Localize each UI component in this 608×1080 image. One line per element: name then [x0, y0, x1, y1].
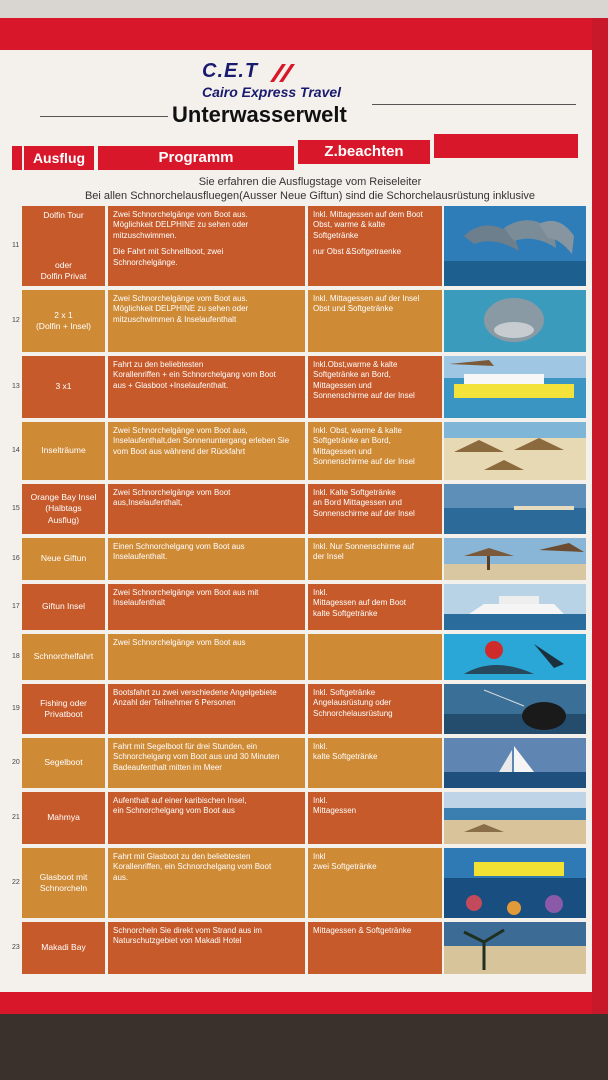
- table-row: [12, 422, 586, 480]
- row-number: 20: [12, 759, 20, 766]
- note-line: Softgetränke an Bord,: [313, 370, 391, 380]
- program-description: [108, 422, 305, 480]
- note-line: Inkl. Mittagessen auf der Insel: [313, 294, 420, 303]
- dolphin-head-photo: [444, 290, 586, 352]
- note-line: Schnorchelausrüstung: [313, 708, 393, 718]
- top-red-band: [0, 18, 608, 50]
- header-ausflug: Ausflug: [24, 146, 94, 170]
- table-row: [12, 356, 586, 418]
- note-line: Inkl. Obst, warme & kalte: [313, 426, 402, 435]
- notes-cell: [308, 848, 442, 918]
- note-line: Inkl. Mittagessen auf dem Boot: [313, 210, 423, 219]
- program-line: Zwei Schnorchelgänge vom Boot aus,: [113, 426, 248, 435]
- row-number: 18: [12, 653, 20, 660]
- program-line: Bootsfahrt zu zwei verschiedene Angelgebiete: [113, 688, 277, 697]
- note-line: Angelausrüstung oder: [313, 698, 392, 708]
- subtitle-line-1: Sie erfahren die Ausflugstage vom Reiseleiter: [198, 176, 422, 188]
- program-line: Schnorchelgang vom Boot aus und 30 Minuten: [113, 752, 280, 762]
- notes-cell: [308, 792, 442, 844]
- notes-cell: [308, 684, 442, 734]
- note-line: Obst, warme & kalte: [313, 220, 386, 230]
- note-line: Inkl.: [313, 796, 328, 805]
- note-line: Sonnenschirme auf der Insel: [313, 457, 415, 467]
- program-line: Zwei Schnorchelgänge vom Boot aus: [113, 638, 246, 647]
- island-sea-photo: [444, 484, 586, 534]
- note-line: Mittagessen und: [313, 446, 372, 456]
- logo-swoosh-icon: [268, 62, 298, 84]
- palm-beach-photo: [444, 922, 586, 974]
- program-description: [108, 634, 305, 680]
- program-line-alt: Die Fahrt mit Schnellboot, zwei: [113, 247, 224, 257]
- table-row: [12, 792, 586, 844]
- note-line: Inkl. Softgetränke: [313, 688, 376, 697]
- subtitle-line-2: Bei allen Schnorchelausfluegen(Ausser Neue Giftun) sind die Schorchelausrüstung inklusive: [84, 190, 536, 202]
- program-line: Fahrt mit Segelboot für drei Stunden, ein: [113, 742, 258, 751]
- program-line: Einen Schnorchelgang vom Boot aus: [113, 542, 245, 551]
- row-number: 14: [12, 447, 20, 454]
- note-line: Inkl.: [313, 588, 328, 597]
- table-row: [12, 484, 586, 534]
- right-red-band: [592, 18, 608, 1014]
- note-line: Inkl. Kalte Softgetränke: [313, 488, 396, 497]
- notes-cell: [308, 634, 442, 680]
- note-line: an Bord Mittagessen und: [313, 498, 402, 508]
- program-description: [108, 206, 305, 286]
- excursion-name: Giftun Insel: [22, 584, 105, 630]
- program-line: Badeaufenthalt mitten im Meer: [113, 762, 222, 772]
- table-row: [12, 538, 586, 580]
- program-description: [108, 922, 305, 974]
- note-line: Mittagessen & Softgetränke: [313, 926, 412, 935]
- mahmya-island-photo: [444, 792, 586, 844]
- program-line: mitzuschwimmen & Inselaufenthalt: [113, 314, 237, 324]
- logo-cet: C.E.T: [202, 60, 259, 82]
- company-logo: [190, 60, 420, 108]
- page-title: Unterwasserwelt: [172, 102, 347, 127]
- note-line: Mittagessen: [313, 806, 357, 816]
- row-number: 12: [12, 317, 20, 324]
- snorkeler-photo: [444, 634, 586, 680]
- row-number: 17: [12, 603, 20, 610]
- yellow-glass-boat-photo: [444, 848, 586, 918]
- excursion-name: 2 x 1 (Dolfin + Insel): [22, 290, 105, 352]
- note-line: Sonnenschirme auf der Insel: [313, 391, 415, 401]
- excursion-name: Inselträume: [22, 422, 105, 480]
- note-line: Softgetränke: [313, 230, 359, 240]
- header-notes: Z.beachten: [298, 140, 430, 164]
- program-line: Anzahl der Teilnehmer 6 Personen: [113, 698, 236, 708]
- program-line: Möglichkeit DELPHINE zu sehen oder: [113, 220, 249, 230]
- notes-cell: [308, 484, 442, 534]
- program-line: ein Schnorchelgang vom Boot aus: [113, 806, 235, 816]
- bottom-red-band: [0, 992, 608, 1014]
- note-line: der Insel: [313, 552, 344, 562]
- row-number: 21: [12, 814, 20, 821]
- header-num-cell: [12, 146, 22, 170]
- program-description: [108, 684, 305, 734]
- table-row: [12, 584, 586, 630]
- beach-umbrellas-photo: [444, 422, 586, 480]
- sailboat-photo: [444, 738, 586, 788]
- note-line: Inkl. Nur Sonnenschirme auf: [313, 542, 414, 551]
- excursion-name: Orange Bay Insel (Halbtags Ausflug): [22, 484, 105, 534]
- excursion-name: Fishing oder Privatboot: [22, 684, 105, 734]
- logo-company-name: Cairo Express Travel: [202, 84, 342, 100]
- notes-cell: [308, 538, 442, 580]
- program-line: Naturschutzgebiet von Makadi Hotel: [113, 936, 242, 946]
- row-number: 22: [12, 879, 20, 886]
- excursion-name: Segelboot: [22, 738, 105, 788]
- program-line: mitzuschwimmen.: [113, 230, 177, 240]
- notes-cell: [308, 922, 442, 974]
- program-line: aus.: [113, 872, 129, 882]
- excursion-name: Makadi Bay: [22, 922, 105, 974]
- title-rule-left: [40, 116, 168, 117]
- notes-cell: [308, 356, 442, 418]
- program-description: [108, 290, 305, 352]
- table-row: [12, 684, 586, 734]
- notes-cell: [308, 206, 442, 286]
- notes-cell: [308, 584, 442, 630]
- note-line: Softgetränke an Bord,: [313, 436, 391, 446]
- program-description: [108, 584, 305, 630]
- row-number: 11: [12, 242, 20, 249]
- header-programm: Programm: [98, 146, 294, 170]
- note-line: Sonnenschirme auf der Insel: [313, 508, 415, 518]
- excursion-name-secondary: oder Dolfin Privat: [40, 259, 87, 281]
- program-line: Korallenriffen + ein Schnorchelgang vom Boot: [113, 370, 276, 380]
- note-line: Inkl: [313, 852, 326, 861]
- excursion-name: Mahmya: [22, 792, 105, 844]
- excursion-name: Schnorchelfahrt: [22, 634, 105, 680]
- program-line: vom Boot aus während der Rückfahrt: [113, 446, 246, 456]
- excursion-name-primary: Dolfin Tour: [43, 210, 84, 220]
- program-line: aus + Glasboot +Inselaufenthalt.: [113, 380, 229, 390]
- program-description: [108, 356, 305, 418]
- program-line: Inselaufenthalt,den Sonnenuntergang erleben Sie: [113, 436, 290, 446]
- background-bottom: [0, 1014, 608, 1080]
- notes-cell: [308, 738, 442, 788]
- row-number: 15: [12, 505, 20, 512]
- title-rule-right: [372, 104, 576, 105]
- table-row: [12, 290, 586, 352]
- table-row: [12, 738, 586, 788]
- glass-boat-beach-photo: [444, 356, 586, 418]
- program-description: [108, 792, 305, 844]
- note-line: Inkl.: [313, 742, 328, 751]
- program-line: Inselaufenthalt: [113, 598, 166, 608]
- note-line: kalte Softgetränke: [313, 752, 378, 762]
- notes-cell: [308, 422, 442, 480]
- program-line: Fahrt zu den beliebtesten: [113, 360, 204, 369]
- program-line: Inselaufenthalt.: [113, 552, 168, 562]
- note-line: kalte Softgetränke: [313, 608, 378, 618]
- excursion-name: Neue Giftun: [22, 538, 105, 580]
- dolphins-jumping-photo: [444, 206, 586, 286]
- notes-cell: [308, 290, 442, 352]
- program-line: Zwei Schnorchelgänge vom Boot aus,Inselaufenthalt,: [113, 488, 231, 508]
- program-line: Aufenthalt auf einer karibischen Insel,: [113, 796, 247, 805]
- program-line: Möglichkeit DELPHINE zu sehen oder: [113, 304, 249, 314]
- program-line: Zwei Schnorchelgänge vom Boot aus mit: [113, 588, 259, 597]
- row-number: 19: [12, 705, 20, 712]
- note-line: zwei Softgetränke: [313, 862, 377, 872]
- program-description: [108, 484, 305, 534]
- note-line: Mittagessen und: [313, 380, 372, 390]
- excursion-name: [22, 206, 105, 286]
- header-image-cell: [434, 134, 578, 158]
- row-number: 13: [12, 383, 20, 390]
- program-description: [108, 538, 305, 580]
- program-line: Schnorcheln Sie direkt vom Strand aus im: [113, 926, 262, 935]
- row-number: 23: [12, 944, 20, 951]
- note-line-alt: nur Obst &Softgetraenke: [313, 247, 402, 257]
- table-row: [12, 848, 586, 918]
- program-line-alt: Schnorchelgänge.: [113, 257, 178, 267]
- program-description: [108, 848, 305, 918]
- table-row: [12, 922, 586, 974]
- excursion-name: Glasboot mit Schnorcheln: [22, 848, 105, 918]
- program-description: [108, 738, 305, 788]
- program-line: Fahrt mit Glasboot zu den beliebtesten: [113, 852, 251, 861]
- row-number: 16: [12, 555, 20, 562]
- note-line: Inkl.Obst,warme & kalte: [313, 360, 398, 369]
- table-row: [12, 206, 586, 286]
- background-top: [0, 0, 608, 18]
- program-line: Zwei Schnorchelgänge vom Boot aus.: [113, 294, 248, 303]
- program-line: Zwei Schnorchelgänge vom Boot aus.: [113, 210, 248, 219]
- note-line: Obst und Softgetränke: [313, 304, 394, 314]
- white-yacht-photo: [444, 584, 586, 630]
- beach-huts-photo: [444, 538, 586, 580]
- program-line: Korallenriffen, ein Schnorchelgang vom Boot: [113, 862, 272, 872]
- excursion-name: 3 x1: [22, 356, 105, 418]
- fishing-photo: [444, 684, 586, 734]
- note-line: Mittagessen auf dem Boot: [313, 598, 406, 608]
- table-row: [12, 634, 586, 680]
